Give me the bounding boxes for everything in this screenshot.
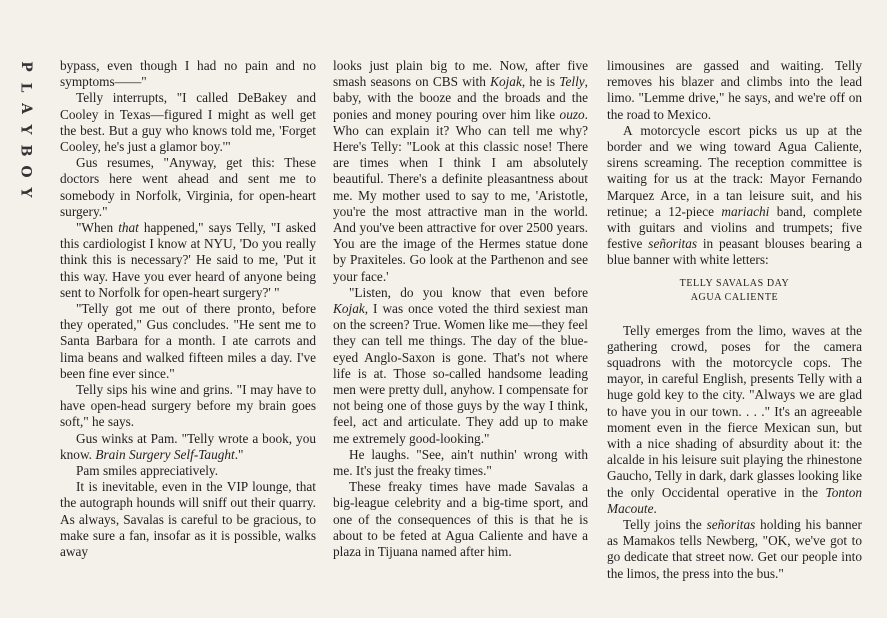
- paragraph: [60, 479, 316, 560]
- text-run: It is inevitable, even in the VIP lounge, that the autograph hounds will sniff out their quarry. As always, Savalas is careful to be gracious, to make sure a fan, insofar as it is possible, walks away: [60, 479, 316, 560]
- paragraph: [60, 382, 316, 431]
- italic-text: señoritas: [706, 517, 756, 533]
- text-run: looks just plain big to me. Now, after five smash seasons on CBS with: [333, 58, 588, 90]
- side-label-letter: A: [17, 103, 34, 114]
- text-run: Gus resumes, "Anyway, get this: These doctors here went ahead and sent me to somebody in Norfolk, Virginia, for open-heart surgery.": [60, 155, 316, 219]
- paragraph: [60, 301, 316, 382]
- text-run: Telly interrupts, "I called DeBakey and Cooley in Texas—figured I might as well get the best. But a guy who knows told me, 'Forget Cooley, he's just a glamor boy.'": [60, 90, 316, 155]
- text-run: bypass, even though I had no pain and no symptoms——": [60, 58, 316, 90]
- paragraph: [60, 220, 316, 301]
- paragraph: [333, 447, 588, 479]
- paragraph: [607, 517, 862, 582]
- text-column-3: [607, 58, 862, 618]
- paragraph: [333, 285, 588, 447]
- text-run: Telly sips his wine and grins. "I may have to have open-head surgery before my brain goes soft," he says.: [60, 382, 316, 430]
- italic-text: Tonton Macoute: [607, 484, 862, 516]
- text-run: in peasant blouses bearing a blue banner with white letters:: [607, 236, 862, 268]
- italic-text: Telly: [559, 74, 585, 90]
- text-run: Telly emerges from the limo, waves at the gathering crowd, poses for the camera squadrons with the motorcycle cops. The mayor, in careful English, presents Telly with a huge gold key to the city. "Always we are glad to have you in our town. . . ." It's an agreeable moment even in the fierce Mexican sun, but with a nice shading of absurdity about it: the alcalde in his leisure suit playing the rhinestone Gaucho, Telly in dark, dark glasses looking like the only Occidental operative in the: [607, 322, 862, 500]
- text-run: He laughs. "See, ain't nuthin' wrong with me. It's just the freaky times.": [333, 446, 588, 479]
- italic-text: Kojak: [333, 301, 365, 317]
- text-run: Pam smiles appreciatively.: [76, 463, 219, 479]
- banner-headline: AGUA CALIENTE: [690, 291, 779, 303]
- text-run: band, complete with guitars and violins and trumpets; five festive: [607, 203, 862, 252]
- text-run: holding his banner as Mamakos tells Newberg, "OK, we've got to go dedicate that street now. Get our people into the limos, the press into the bus.": [607, 517, 862, 581]
- side-label-letter: P: [17, 61, 34, 72]
- text-run: limousines are gassed and waiting. Telly removes his blazer and climbs into the lead limo. "Lemme drive," he says, and we're off on the road to Mexico.: [607, 58, 862, 122]
- paragraph: [607, 323, 862, 517]
- text-run: "Listen, do you know that even before: [349, 284, 588, 300]
- italic-text: señoritas: [648, 236, 698, 252]
- italic-text: Brain Surgery Self-Taught: [95, 446, 235, 462]
- text-run: . Who can explain it? Who can tell me why? Here's Telly: "Look at this classic nose! There are times when I think I am absolutely beautiful. There's a definite pleasantness about me. My mother used to say to me, 'Aristotle, you're the most attractive man in the world. And you've been attractive for over 2500 years. You are the image of the Hermes statue done by Praxiteles. Go look at the Parthenon and see your face.': [333, 106, 588, 284]
- paragraph: [333, 58, 588, 285]
- text-run: , baby, with the booze and the broads and the ponies and money pouring over him like: [333, 74, 588, 122]
- text-run: "Telly got me out of there pronto, before they operated," Gus concludes. "He sent me to Santa Barbara for a month. I ate carrots and lima beans and walked fifteen miles a day. I've been fine ever since.": [60, 301, 316, 381]
- side-label-letter: B: [17, 144, 34, 157]
- paragraph: [60, 58, 316, 90]
- banner-headline: TELLY SAVALAS DAY: [679, 277, 790, 289]
- side-label-letter: L: [17, 82, 34, 93]
- text-run: Gus winks at Pam. "Telly wrote a book, you know.: [60, 430, 316, 462]
- paragraph: [60, 155, 316, 220]
- italic-text: that: [118, 220, 139, 236]
- text-run: "When: [76, 220, 119, 236]
- side-label-letter: Y: [17, 187, 34, 198]
- text-run: Telly joins the: [623, 517, 707, 533]
- paragraph: [60, 90, 316, 155]
- paragraph: [607, 58, 862, 123]
- text-column-2: [333, 58, 588, 618]
- side-label-letter: O: [17, 165, 34, 178]
- italic-text: mariachi: [721, 203, 770, 219]
- text-run: , he is: [521, 74, 560, 90]
- paragraph: [607, 123, 862, 269]
- text-run: , I was once voted the third sexiest man on the screen? True. Women like me—they feel they can tell me things. The day of the blue-eyed Anglo-Saxon is gone. That's not where life is at. Those so-called handsome leading men were pretty dull, anyhow. I compensate for not being one of those guys by the way I think, feel, act and articulate. They add up to make me extremely good-looking.": [333, 301, 588, 446]
- text-run: A motorcycle escort picks us up at the border and we wing toward Agua Caliente, sirens screaming. The reception committee is waiting for us at the track: Mayor Fernando Marquez Arce, in a tan leisure suit, and his retinue; a 12-piece: [607, 122, 862, 219]
- text-run: .": [234, 446, 244, 462]
- paragraph: [60, 463, 316, 479]
- paragraph: [60, 431, 316, 463]
- italic-text: ouzo: [559, 106, 585, 122]
- magazine-side-label: [14, 56, 36, 203]
- side-label-letter: Y: [17, 124, 34, 135]
- italic-text: Kojak: [490, 74, 522, 90]
- text-run: These freaky times have made Savalas a big-league celebrity and a big-time sport, and one of the consequences of this is that he is about to be feted at Agua Caliente and have a plaza in Tijuana named after him.: [333, 479, 588, 560]
- text-column-1: [60, 58, 316, 618]
- text-run: .: [653, 500, 657, 516]
- text-run: happened," says Telly, "I asked this cardiologist I know at NYU, 'Do you really think this is necessary?' He said to me, 'Put it this way. Have you ever heard of anyone being sent to Norfolk for open-heart surgery?' ": [60, 220, 316, 300]
- paragraph: [333, 479, 588, 560]
